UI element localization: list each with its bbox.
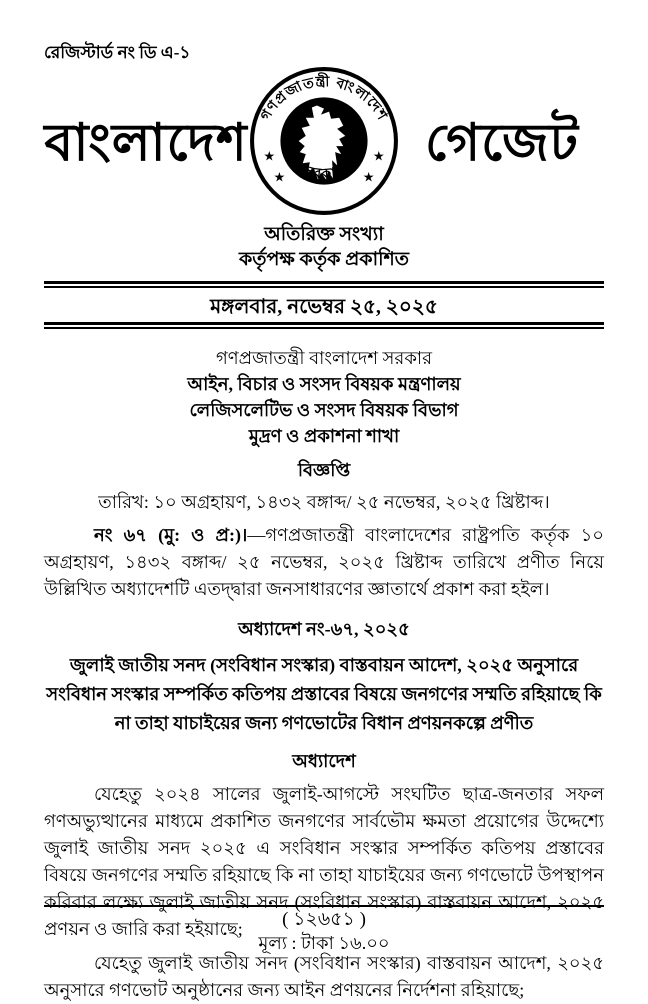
preamble-paragraph-1: যেহেতু ২০২৪ সালের জুলাই-আগস্টে সংঘটিত ছাত্র-জনতার সফল গণঅভ্যুত্থানের মাধ্যমে প্রকাশিত জনগণের সার্বভৌম ক্ষমতা প্রয়োগের উদ্দেশ্যে জুলাই জাতীয় সনদ ২০২৫ এ সংবিধান সংস্কার সম্পর্কিত কতিপয় প্রস্তাবের বিষয়ে জনগণের সম্মতি রহিয়াছে কি না তাহা যাচাইয়ের জন্য গণভোটে উপস্থাপন করিবার লক্ষ্যে জুলাই জাতীয় সনদ (সংবিধান সংস্কার) বাস্তবায়ন আদেশ, ২০২৫ প্রণয়ন ও জারি করা হইয়াছে; — [44, 784, 604, 939]
masthead-title-left: বাংলাদেশ — [44, 115, 248, 172]
section-name: মুদ্রণ ও প্রকাশনা শাখা — [248, 426, 400, 446]
star-icon: ★ — [372, 149, 385, 165]
footer-rule — [44, 905, 604, 907]
masthead — [44, 68, 604, 220]
ministry-name: আইন, বিচার ও সংসদ বিষয়ক মন্ত্রণালয় — [187, 374, 461, 394]
star-icon: ★ — [362, 170, 375, 186]
notice-heading: বিজ্ঞপ্তি — [297, 460, 351, 480]
government-seal — [248, 65, 400, 217]
seal-top-text: গণপ্রজাতন্ত্রী বাংলাদেশ — [257, 74, 391, 124]
ordinance-number-heading: অধ্যাদেশ নং-৬৭, ২০২৫ — [238, 619, 410, 639]
notification-number: নং ৬৭ (মু: ও প্র:)। — [94, 525, 248, 545]
star-icon: ★ — [273, 170, 286, 186]
ordinance-heading: অধ্যাদেশ — [292, 751, 356, 771]
registered-number: রেজিস্টার্ড নং ডি এ-১ — [44, 43, 191, 62]
published-by: কর্তৃপক্ষ কর্তৃক প্রকাশিত — [238, 249, 410, 270]
government-name: গণপ্রজাতন্ত্রী বাংলাদেশ সরকার — [215, 348, 433, 368]
notice-date-line: তারিখ: ১০ অগ্রহায়ণ, ১৪৩২ বঙ্গাব্দ/ ২৫ নভেম্বর, ২০২৫ খ্রিষ্টাব্দ। — [98, 492, 550, 512]
page-footer — [44, 905, 604, 955]
page-number: ( ১২৬৫১ ) — [282, 909, 366, 930]
star-icon: ★ — [263, 149, 276, 165]
masthead-title-right: গেজেট — [425, 115, 579, 172]
divider-rule-top — [44, 281, 604, 288]
issuing-agency-block — [44, 345, 604, 449]
date-bar: মঙ্গলবার, নভেম্বর ২৫, ২০২৫ — [210, 296, 438, 318]
seal-bottom-text: সরকার — [301, 163, 347, 183]
notification-body: —গণপ্রজাতন্ত্রী বাংলাদেশের রাষ্ট্রপতি কর্তৃক ১০ অগ্রহায়ণ, ১৪৩২ বঙ্গাব্দ/ ২৫ নভেম্বর, ২০২৫ খ্রিষ্টাব্দ তারিখে প্রণীত নিয়ে উল্লিখিত অধ্যাদেশটি এতদ্দ্বারা জনসাধারণের জ্ঞাতার্থে প্রকাশ করা হইল। — [44, 525, 604, 599]
notification-paragraph — [44, 522, 604, 603]
division-name: লেজিসলেটিভ ও সংসদ বিষয়ক বিভাগ — [189, 400, 459, 420]
issue-type: অতিরিক্ত সংখ্যা — [264, 224, 384, 245]
preamble-paragraph-2: যেহেতু জুলাই জাতীয় সনদ (সংবিধান সংস্কার) বাস্তবায়ন আদেশ, ২০২৫ অনুসারে গণভোট অনুষ্ঠানের জন্য আইন প্রণয়নের নির্দেশনা রহিয়াছে; — [44, 953, 604, 1000]
price-label: মূল্য : টাকা ১৬.০০ — [258, 933, 390, 953]
divider-rule-bottom — [44, 322, 604, 329]
ordinance-title: জুলাই জাতীয় সনদ (সংবিধান সংস্কার) বাস্তবায়ন আদেশ, ২০২৫ অনুসারে সংবিধান সংস্কার সম্পর্কিত কতিপয় প্রস্তাবের বিষয়ে জনগণের সম্মতি রহিয়াছে কি না তাহা যাচাইয়ের জন্য গণভোটের বিধান প্রণয়নকল্পে প্রণীত — [46, 655, 602, 733]
